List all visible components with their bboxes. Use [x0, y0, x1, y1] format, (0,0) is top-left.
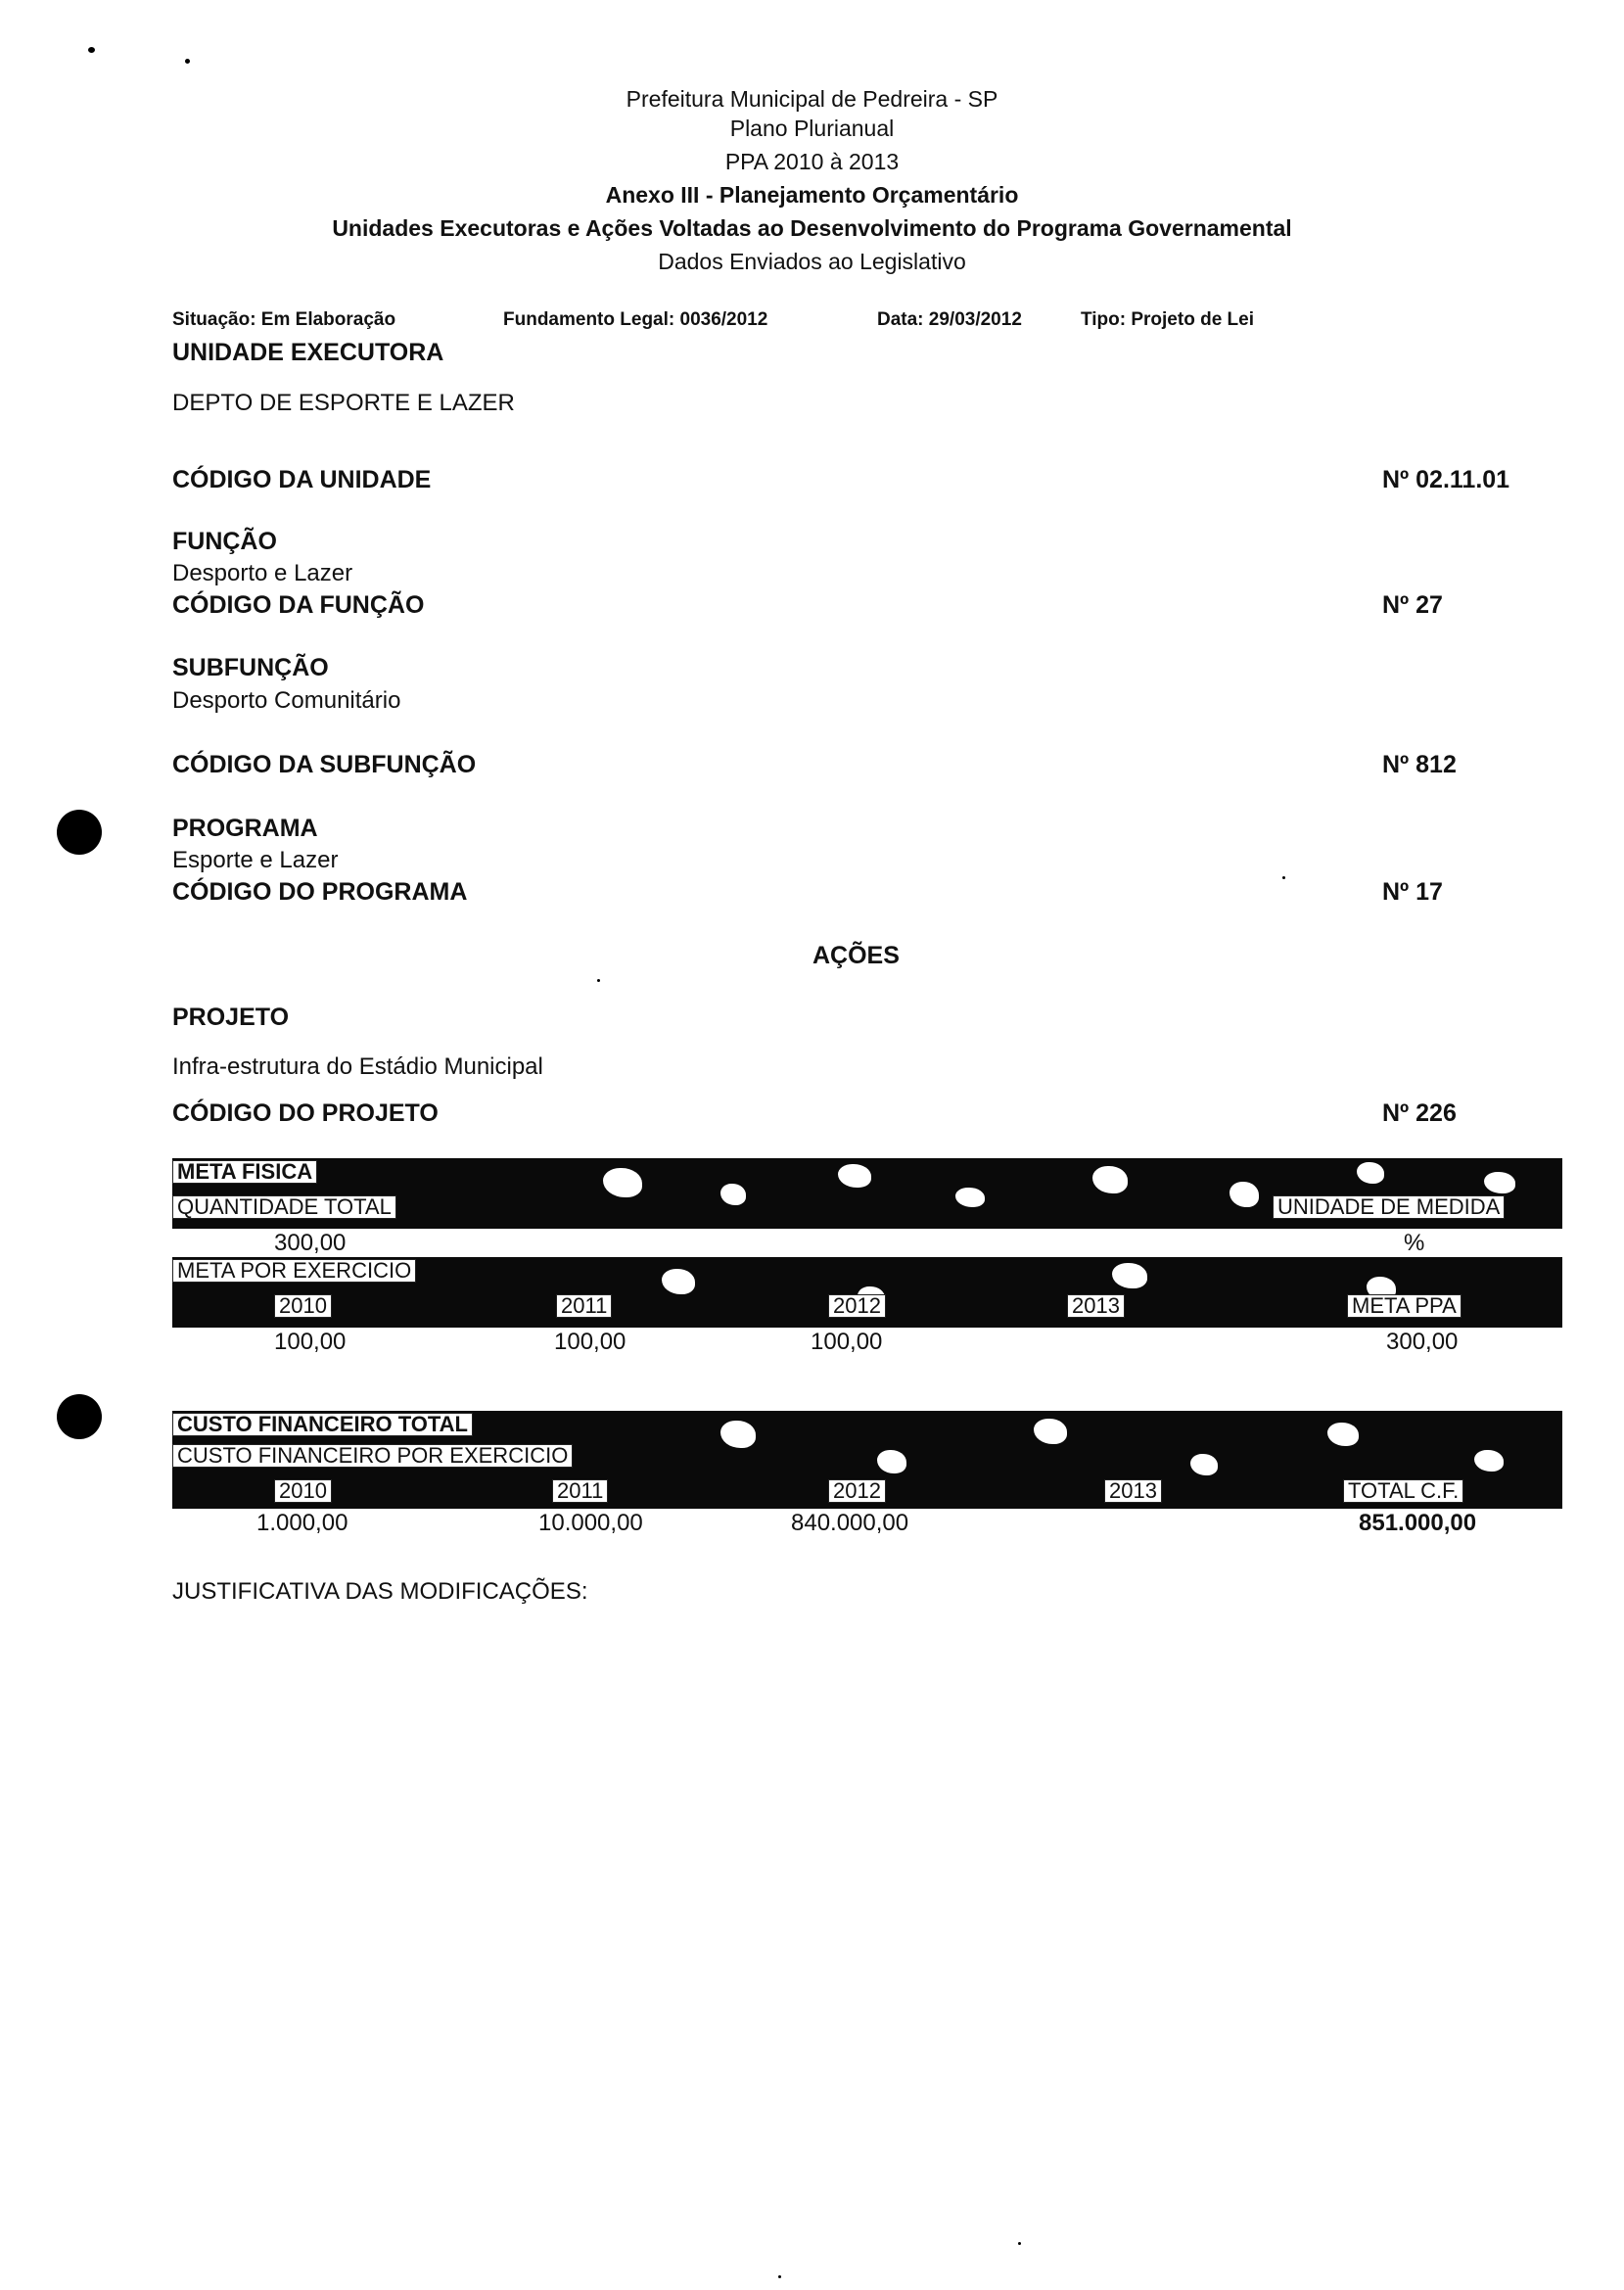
projeto-label: PROJETO: [172, 1004, 290, 1031]
funcao-value: Desporto e Lazer: [172, 560, 353, 586]
fundamento-text: Fundamento Legal: 0036/2012: [503, 309, 768, 330]
scan-speck: [1282, 876, 1285, 879]
meta-value-2012: 100,00: [811, 1329, 883, 1355]
scan-splash: [603, 1168, 642, 1197]
custo-total-title: CUSTO FINANCEIRO TOTAL: [172, 1413, 473, 1436]
total-cf-label: TOTAL C.F.: [1343, 1479, 1463, 1503]
projeto-value: Infra-estrutura do Estádio Municipal: [172, 1053, 543, 1080]
scan-splash: [1484, 1172, 1515, 1193]
custo-financeiro-band: [172, 1411, 1562, 1509]
header-plan: Plano Plurianual: [729, 116, 895, 141]
custo-value-2011: 10.000,00: [538, 1510, 643, 1536]
unidade-medida-label: UNIDADE DE MEDIDA: [1273, 1195, 1505, 1219]
meta-ppa-label: META PPA: [1347, 1294, 1462, 1318]
scan-splash: [1092, 1166, 1128, 1193]
header-period: PPA 2010 à 2013: [724, 149, 900, 174]
punch-hole: [57, 1394, 102, 1439]
tipo-text: Tipo: Projeto de Lei: [1081, 309, 1254, 330]
codigo-programa-label: CÓDIGO DO PROGRAMA: [172, 878, 468, 906]
custo-year-2011: 2011: [552, 1479, 608, 1503]
meta-ppa-value: 300,00: [1386, 1329, 1459, 1355]
justificativa-label: JUSTIFICATIVA DAS MODIFICAÇÕES:: [172, 1578, 588, 1605]
custo-value-2010: 1.000,00: [256, 1510, 348, 1536]
codigo-unidade-value: Nº 02.11.01: [1382, 466, 1510, 493]
codigo-projeto-label: CÓDIGO DO PROJETO: [172, 1099, 439, 1127]
meta-por-exercicio-band: [172, 1257, 1562, 1328]
header-status: Dados Enviados ao Legislativo: [658, 249, 966, 274]
subfuncao-value: Desporto Comunitário: [172, 687, 401, 714]
scan-speck: [597, 979, 600, 982]
funcao-label: FUNÇÃO: [172, 528, 277, 555]
scan-splash: [955, 1188, 985, 1207]
total-cf-value: 851.000,00: [1359, 1510, 1477, 1536]
data-text: Data: 29/03/2012: [877, 309, 1022, 330]
programa-value: Esporte e Lazer: [172, 847, 339, 873]
meta-value-2011: 100,00: [554, 1329, 626, 1355]
custo-year-2010: 2010: [274, 1479, 332, 1503]
scan-splash: [1357, 1162, 1384, 1184]
punch-hole: [57, 810, 102, 855]
unidade-label: UNIDADE EXECUTORA: [172, 339, 444, 366]
scan-splash: [1034, 1419, 1067, 1444]
codigo-subfuncao-value: Nº 812: [1382, 751, 1457, 778]
meta-value-2010: 100,00: [274, 1329, 347, 1355]
scan-speck: [1018, 2242, 1021, 2245]
scan-splash: [720, 1421, 756, 1448]
scan-speck: [88, 47, 95, 53]
scan-splash: [720, 1184, 746, 1205]
scan-speck: [778, 2275, 781, 2278]
meta-fisica-band: [172, 1158, 1562, 1229]
codigo-unidade-label: CÓDIGO DA UNIDADE: [172, 466, 432, 493]
codigo-funcao-label: CÓDIGO DA FUNÇÃO: [172, 591, 425, 619]
custo-year-2013: 2013: [1104, 1479, 1162, 1503]
scan-splash: [838, 1164, 871, 1188]
header-municipality: Prefeitura Municipal de Pedreira - SP: [626, 86, 998, 112]
scan-splash: [1474, 1450, 1504, 1472]
meta-por-exercicio-label: META POR EXERCICIO: [172, 1259, 416, 1283]
unidade-value: DEPTO DE ESPORTE E LAZER: [172, 390, 515, 416]
custo-value-2012: 840.000,00: [791, 1510, 909, 1536]
meta-year-2010: 2010: [274, 1294, 332, 1318]
meta-fisica-title: META FISICA: [172, 1160, 317, 1184]
header-annex: Anexo III - Planejamento Orçamentário: [605, 182, 1019, 208]
scan-splash: [662, 1269, 695, 1294]
quantidade-total-label: QUANTIDADE TOTAL: [172, 1195, 396, 1219]
quantidade-total-value: 300,00: [274, 1230, 347, 1256]
meta-year-2013: 2013: [1067, 1294, 1125, 1318]
codigo-programa-value: Nº 17: [1382, 878, 1443, 906]
custo-year-2012: 2012: [828, 1479, 886, 1503]
header-subtitle: Unidades Executoras e Ações Voltadas ao Desenvolvimento do Programa Governamental: [332, 215, 1292, 241]
meta-year-2012: 2012: [828, 1294, 886, 1318]
codigo-funcao-value: Nº 27: [1382, 591, 1443, 619]
subfuncao-label: SUBFUNÇÃO: [172, 654, 329, 681]
programa-label: PROGRAMA: [172, 815, 318, 842]
scan-speck: [185, 59, 190, 64]
scan-splash: [1190, 1454, 1218, 1475]
scan-splash: [1112, 1263, 1147, 1288]
codigo-projeto-value: Nº 226: [1382, 1099, 1457, 1127]
scan-splash: [1327, 1423, 1359, 1446]
acoes-title: AÇÕES: [812, 942, 900, 969]
meta-year-2011: 2011: [556, 1294, 612, 1318]
unidade-medida-value: %: [1404, 1230, 1425, 1256]
custo-por-exercicio-label: CUSTO FINANCEIRO POR EXERCICIO: [172, 1444, 573, 1468]
scan-splash: [1230, 1182, 1259, 1207]
codigo-subfuncao-label: CÓDIGO DA SUBFUNÇÃO: [172, 751, 477, 778]
situacao-text: Situação: Em Elaboração: [172, 309, 396, 330]
scan-splash: [877, 1450, 906, 1473]
